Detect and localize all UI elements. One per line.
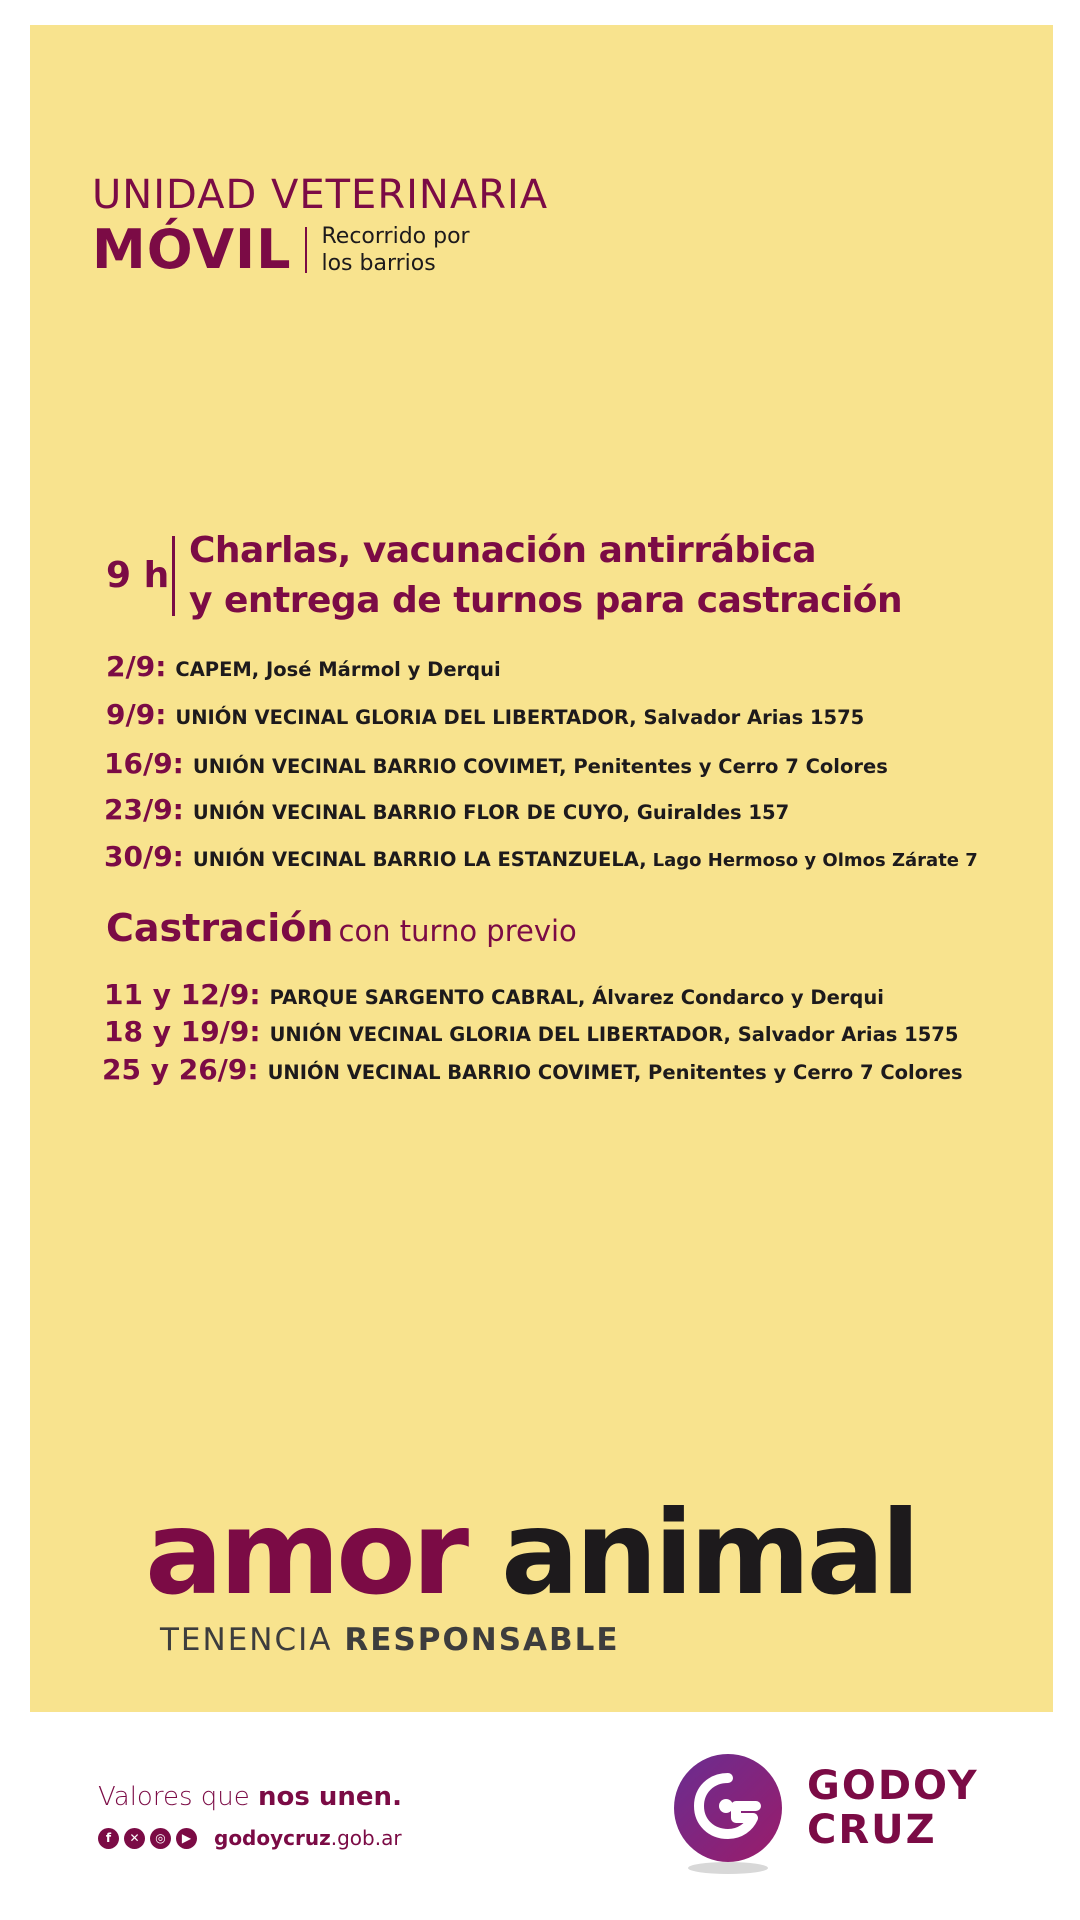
godoy-cruz-wordmark: GODOY CRUZ <box>807 1763 979 1853</box>
schedule-row: 11 y 12/9: PARQUE SARGENTO CABRAL, Álvarez Condarco y Derqui <box>104 978 884 1011</box>
x-icon[interactable]: ✕ <box>124 1828 145 1849</box>
instagram-icon[interactable]: ◎ <box>150 1828 171 1849</box>
schedule-row: 9/9: UNIÓN VECINAL GLORIA DEL LIBERTADOR, Salvador Arias 1575 <box>106 698 865 731</box>
schedule-row: 16/9: UNIÓN VECINAL BARRIO COVIMET, Penitentes y Cerro 7 Colores <box>104 747 888 780</box>
castracion-heading: Castración con turno previo <box>106 906 577 950</box>
charlas-heading <box>106 526 1006 626</box>
website-link[interactable]: godoycruz.gob.ar <box>214 1826 402 1850</box>
schedule-row: 23/9: UNIÓN VECINAL BARRIO FLOR DE CUYO, Guiraldes 157 <box>104 793 790 826</box>
charlas-title-line1: Charlas, vacunación antirrábica <box>189 530 817 571</box>
footer-left <box>98 1782 402 1850</box>
valores-slogan: Valores que nos unen. <box>98 1782 402 1812</box>
header-subtitle: Recorrido por los barrios <box>321 224 470 276</box>
animal-word: animal <box>501 1486 917 1621</box>
schedule-row: 30/9: UNIÓN VECINAL BARRIO LA ESTANZUELA, Lago Hermoso y Olmos Zárate 7 <box>104 840 978 873</box>
schedule-row: 18 y 19/9: UNIÓN VECINAL GLORIA DEL LIBERTADOR, Salvador Arias 1575 <box>104 1015 959 1048</box>
amor-animal-logo <box>145 1478 945 1628</box>
facebook-icon[interactable]: f <box>98 1828 119 1849</box>
charlas-title-line2: y entrega de turnos para castración <box>189 580 903 621</box>
tenencia-responsable: TENENCIA RESPONSABLE <box>160 1622 620 1658</box>
youtube-icon[interactable]: ▶ <box>176 1828 197 1849</box>
godoy-cruz-logo-icon <box>668 1750 788 1880</box>
social-links <box>98 1826 402 1850</box>
schedule-row: 2/9: CAPEM, José Mármol y Derqui <box>106 650 501 683</box>
header-movil: MÓVIL <box>92 218 292 281</box>
amor-word: amor <box>145 1486 466 1621</box>
charlas-time: 9 h <box>106 555 170 596</box>
header-title: UNIDAD VETERINARIA <box>92 172 549 218</box>
charlas-divider <box>172 536 175 616</box>
header-divider <box>305 227 307 273</box>
header <box>92 172 548 282</box>
schedule-row: 25 y 26/9: UNIÓN VECINAL BARRIO COVIMET, Penitentes y Cerro 7 Colores <box>102 1053 963 1086</box>
